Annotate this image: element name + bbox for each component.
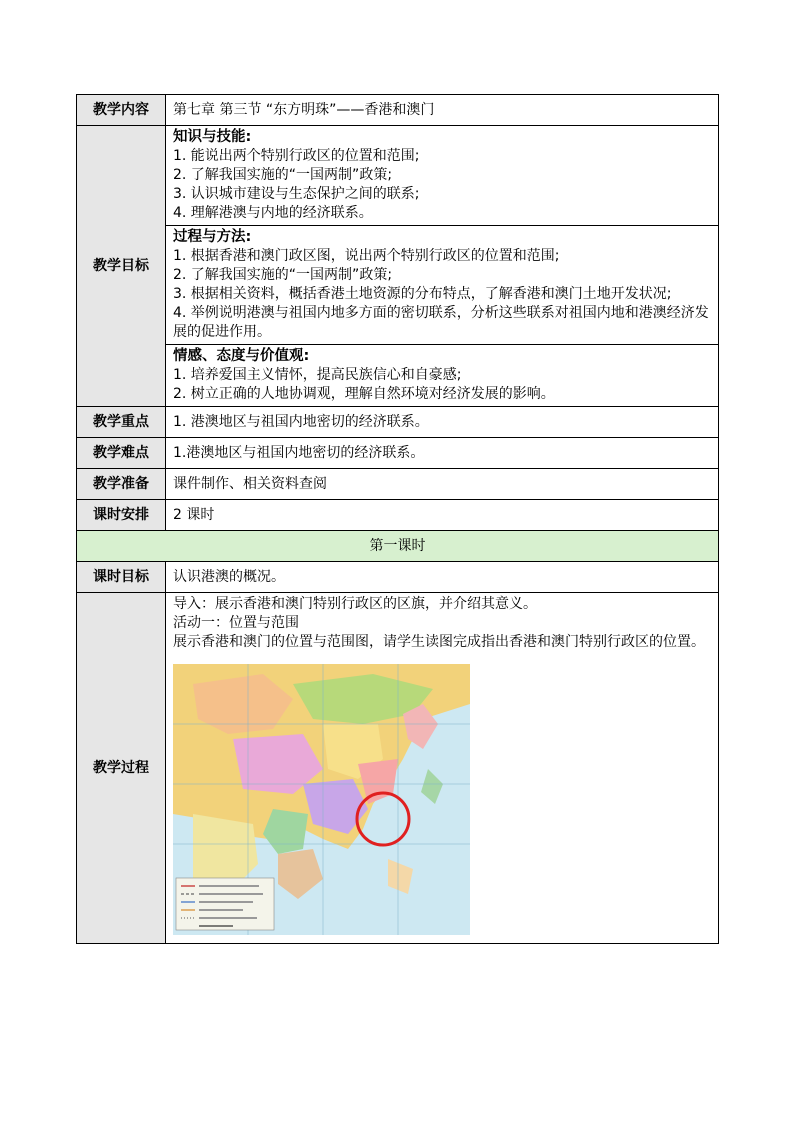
lesson-banner: 第一课时	[77, 531, 719, 562]
goals-values-line: 1. 培养爱国主义情怀，提高民族信心和自豪感;	[173, 367, 462, 383]
content-value: 第七章 第三节 “东方明珠”——香港和澳门	[166, 95, 719, 126]
goals-value	[166, 126, 719, 407]
china-political-map	[173, 664, 470, 935]
goals-knowledge-line: 2. 了解我国实施的“一国两制”政策;	[173, 167, 393, 183]
goals-knowledge-section	[166, 126, 718, 226]
lesson-goal-value: 认识港澳的概况。	[166, 562, 719, 593]
difficulty-value: 1.港澳地区与祖国内地密切的经济联系。	[166, 438, 719, 469]
goals-process-line: 3. 根据相关资料，概括香港土地资源的分布特点，了解香港和澳门土地开发状况;	[173, 286, 672, 302]
key-point-label: 教学重点	[77, 407, 166, 438]
process-line: 展示香港和澳门的位置与范围图，请学生读图完成指出香港和澳门特别行政区的位置。	[173, 634, 705, 650]
goals-process-section	[166, 226, 718, 345]
goals-process-line: 2. 了解我国实施的“一国两制”政策;	[173, 267, 393, 283]
goals-process-line: 1. 根据香港和澳门政区图，说出两个特别行政区的位置和范围;	[173, 248, 560, 264]
preparation-value: 课件制作、相关资料查阅	[166, 469, 719, 500]
lesson-goal-label: 课时目标	[77, 562, 166, 593]
goals-knowledge-title: 知识与技能:	[173, 129, 252, 145]
process-value	[166, 593, 719, 944]
key-point-value: 1. 港澳地区与祖国内地密切的经济联系。	[166, 407, 719, 438]
goals-values-section	[166, 345, 718, 406]
content-label: 教学内容	[77, 95, 166, 126]
goals-values-line: 2. 树立正确的人地协调观，理解自然环境对经济发展的影响。	[173, 386, 555, 402]
goals-values-title: 情感、态度与价值观:	[173, 348, 310, 364]
schedule-value: 2 课时	[166, 500, 719, 531]
process-line: 导入：展示香港和澳门特别行政区的区旗，并介绍其意义。	[173, 596, 537, 612]
preparation-label: 教学准备	[77, 469, 166, 500]
map-image	[173, 664, 470, 935]
process-label: 教学过程	[77, 593, 166, 944]
goals-process-title: 过程与方法:	[173, 229, 252, 245]
process-line: 活动一：位置与范围	[173, 615, 299, 631]
goals-knowledge-line: 3. 认识城市建设与生态保护之间的联系;	[173, 186, 420, 202]
schedule-label: 课时安排	[77, 500, 166, 531]
goals-knowledge-line: 4. 理解港澳与内地的经济联系。	[173, 205, 373, 221]
goals-process-line: 4. 举例说明港澳与祖国内地多方面的密切联系，分析这些联系对祖国内地和港澳经济发展的促进作用。	[173, 305, 709, 340]
goals-knowledge-line: 1. 能说出两个特别行政区的位置和范围;	[173, 148, 420, 164]
goals-label: 教学目标	[77, 126, 166, 407]
lesson-plan-table	[76, 94, 719, 944]
difficulty-label: 教学难点	[77, 438, 166, 469]
